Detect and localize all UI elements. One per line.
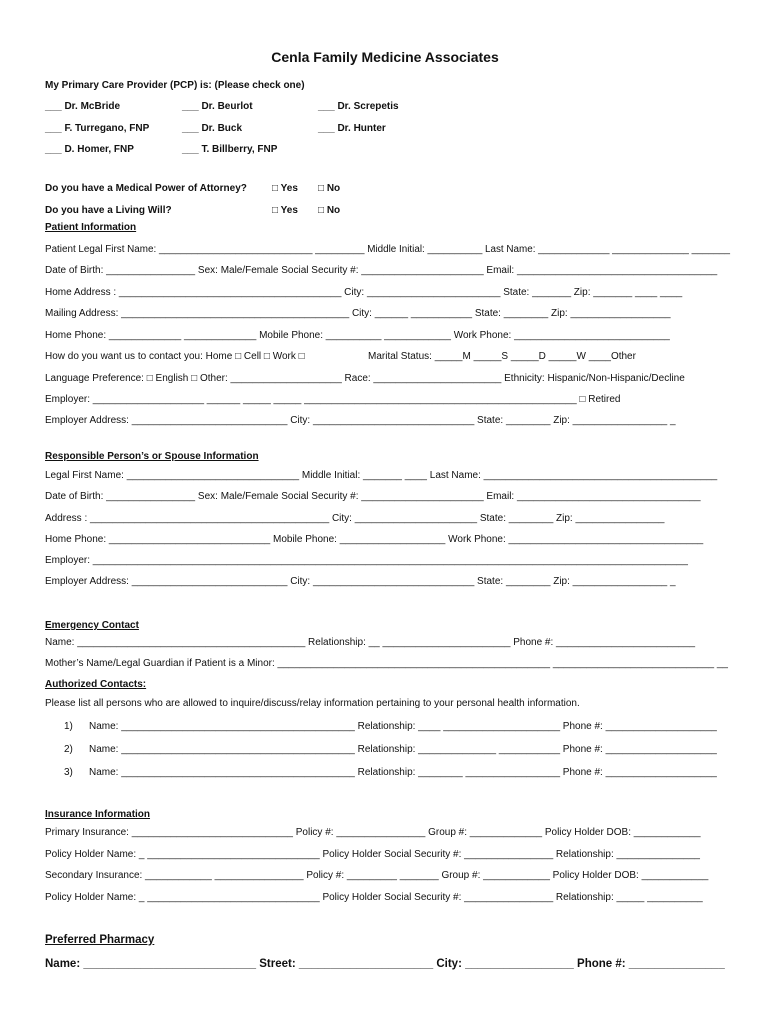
pcp-option-beurlot[interactable]: ___ Dr. Beurlot — [182, 101, 253, 112]
poa-no-checkbox[interactable]: □ No — [318, 183, 341, 194]
will-no-checkbox[interactable]: □ No — [318, 205, 341, 216]
pcp-option-hunter[interactable]: ___ Dr. Hunter — [318, 123, 386, 134]
secondary-insurance-line[interactable]: Secondary Insurance: ____________ ________________ Policy #: _________ _______ Group #: ____________ Policy Holder DOB: ____________ — [45, 870, 709, 881]
primary-policy-holder-line[interactable]: Policy Holder Name: _ _______________________________ Policy Holder Social Security #: ________________ Relationship: _______________ — [45, 849, 700, 860]
patient-mailing-address-line[interactable]: Mailing Address: _________________________________________ City: ______ ___________ State: ________ Zip: __________________ — [45, 308, 671, 319]
patient-dob-line[interactable]: Date of Birth: ________________ Sex: Male/Female Social Security #: ______________________ Email: ____________________________________ — [45, 265, 718, 276]
patient-home-address-line[interactable]: Home Address : ________________________________________ City: ________________________ State: _______ Zip: _______ ____ ____ — [45, 287, 683, 298]
insurance-heading: Insurance Information — [45, 809, 151, 820]
will-yes-checkbox[interactable]: □ Yes — [272, 205, 298, 216]
primary-insurance-line[interactable]: Primary Insurance: _____________________________ Policy #: ________________ Group #: _____________ Policy Holder DOB: ____________ — [45, 827, 701, 838]
patient-contact-pref-line[interactable]: How do you want us to contact you: Home □ Cell □ Work □ — [45, 351, 305, 362]
authorized-row-number: 2) — [64, 744, 73, 755]
responsible-phones-line[interactable]: Home Phone: _____________________________ Mobile Phone: ___________________ Work Phone: ___________________________________ — [45, 534, 704, 545]
emergency-heading: Emergency Contact — [45, 620, 139, 631]
pcp-option-mcbride[interactable]: ___ Dr. McBride — [45, 101, 121, 112]
patient-marital-status-line[interactable]: Marital Status: _____M _____S _____D _____W ____Other — [368, 351, 636, 362]
pcp-option-billberry[interactable]: ___ T. Billberry, FNP — [182, 144, 278, 155]
patient-info-heading: Patient Information — [45, 222, 137, 233]
patient-employer-line[interactable]: Employer: ____________________ ______ _____ _____ _________________________________________________ □ Retired — [45, 394, 621, 405]
authorized-row-number: 3) — [64, 767, 73, 778]
pharmacy-line[interactable]: Name: ___________________________ Street: _____________________ City: _________________ Phone #: _______________ — [45, 958, 725, 970]
authorized-heading: Authorized Contacts: — [45, 679, 147, 690]
poa-yes-checkbox[interactable]: □ Yes — [272, 183, 298, 194]
patient-employer-address-line[interactable]: Employer Address: ____________________________ City: _____________________________ State: ________ Zip: _________________ _ — [45, 415, 676, 426]
patient-phones-line[interactable]: Home Phone: _____________ _____________ Mobile Phone: __________ ____________ Work Phone: ____________________________ — [45, 330, 670, 341]
pcp-option-homer[interactable]: ___ D. Homer, FNP — [45, 144, 134, 155]
poa-question: Do you have a Medical Power of Attorney? — [45, 183, 247, 194]
patient-language-line[interactable]: Language Preference: □ English □ Other: ____________________ Race: _______________________ Ethnicity: Hispanic/Non-Hispanic/Decline — [45, 373, 685, 384]
responsible-address-line[interactable]: Address : ___________________________________________ City: ______________________ State: ________ Zip: ________________ — [45, 513, 665, 524]
secondary-policy-holder-line[interactable]: Policy Holder Name: _ _______________________________ Policy Holder Social Security #: ________________ Relationship: _____ __________ — [45, 892, 703, 903]
pcp-option-turregano[interactable]: ___ F. Turregano, FNP — [45, 123, 150, 134]
authorized-row-fields[interactable]: Name: __________________________________________ Relationship: ________ _________________ Phone #: ____________________ — [89, 767, 717, 778]
pharmacy-heading: Preferred Pharmacy — [45, 934, 155, 946]
page-title: Cenla Family Medicine Associates — [271, 49, 499, 65]
guardian-line[interactable]: Mother’s Name/Legal Guardian if Patient is a Minor: _________________________________________________ _____________________________ __ — [45, 658, 728, 669]
pcp-option-buck[interactable]: ___ Dr. Buck — [182, 123, 243, 134]
responsible-employer-line[interactable]: Employer: ___________________________________________________________________________________________________________ — [45, 555, 688, 566]
authorized-row-fields[interactable]: Name: __________________________________________ Relationship: ______________ ___________ Phone #: ____________________ — [89, 744, 717, 755]
patient-name-line[interactable]: Patient Legal First Name: ____________________________ _________ Middle Initial: __________ Last Name: _____________ ______________ _______ — [45, 244, 731, 255]
pcp-option-screpetis[interactable]: ___ Dr. Screpetis — [318, 101, 399, 112]
authorized-row-number: 1) — [64, 721, 73, 732]
pcp-question: My Primary Care Provider (PCP) is: (Please check one) — [45, 80, 305, 91]
responsible-name-line[interactable]: Legal First Name: _______________________________ Middle Initial: _______ ____ Last Name: __________________________________________ — [45, 470, 718, 481]
responsible-heading: Responsible Person’s or Spouse Information — [45, 451, 259, 462]
authorized-row-fields[interactable]: Name: __________________________________________ Relationship: ____ _____________________ Phone #: ____________________ — [89, 721, 717, 732]
will-question: Do you have a Living Will? — [45, 205, 172, 216]
emergency-contact-line[interactable]: Name: _________________________________________ Relationship: __ _______________________ Phone #: _________________________ — [45, 637, 696, 648]
authorized-instruction: Please list all persons who are allowed to inquire/discuss/relay information pertaining to your personal health information. — [45, 698, 580, 709]
responsible-dob-line[interactable]: Date of Birth: ________________ Sex: Male/Female Social Security #: ______________________ Email: _________________________________ — [45, 491, 701, 502]
responsible-employer-address-line[interactable]: Employer Address: ____________________________ City: _____________________________ State: ________ Zip: _________________ _ — [45, 576, 676, 587]
